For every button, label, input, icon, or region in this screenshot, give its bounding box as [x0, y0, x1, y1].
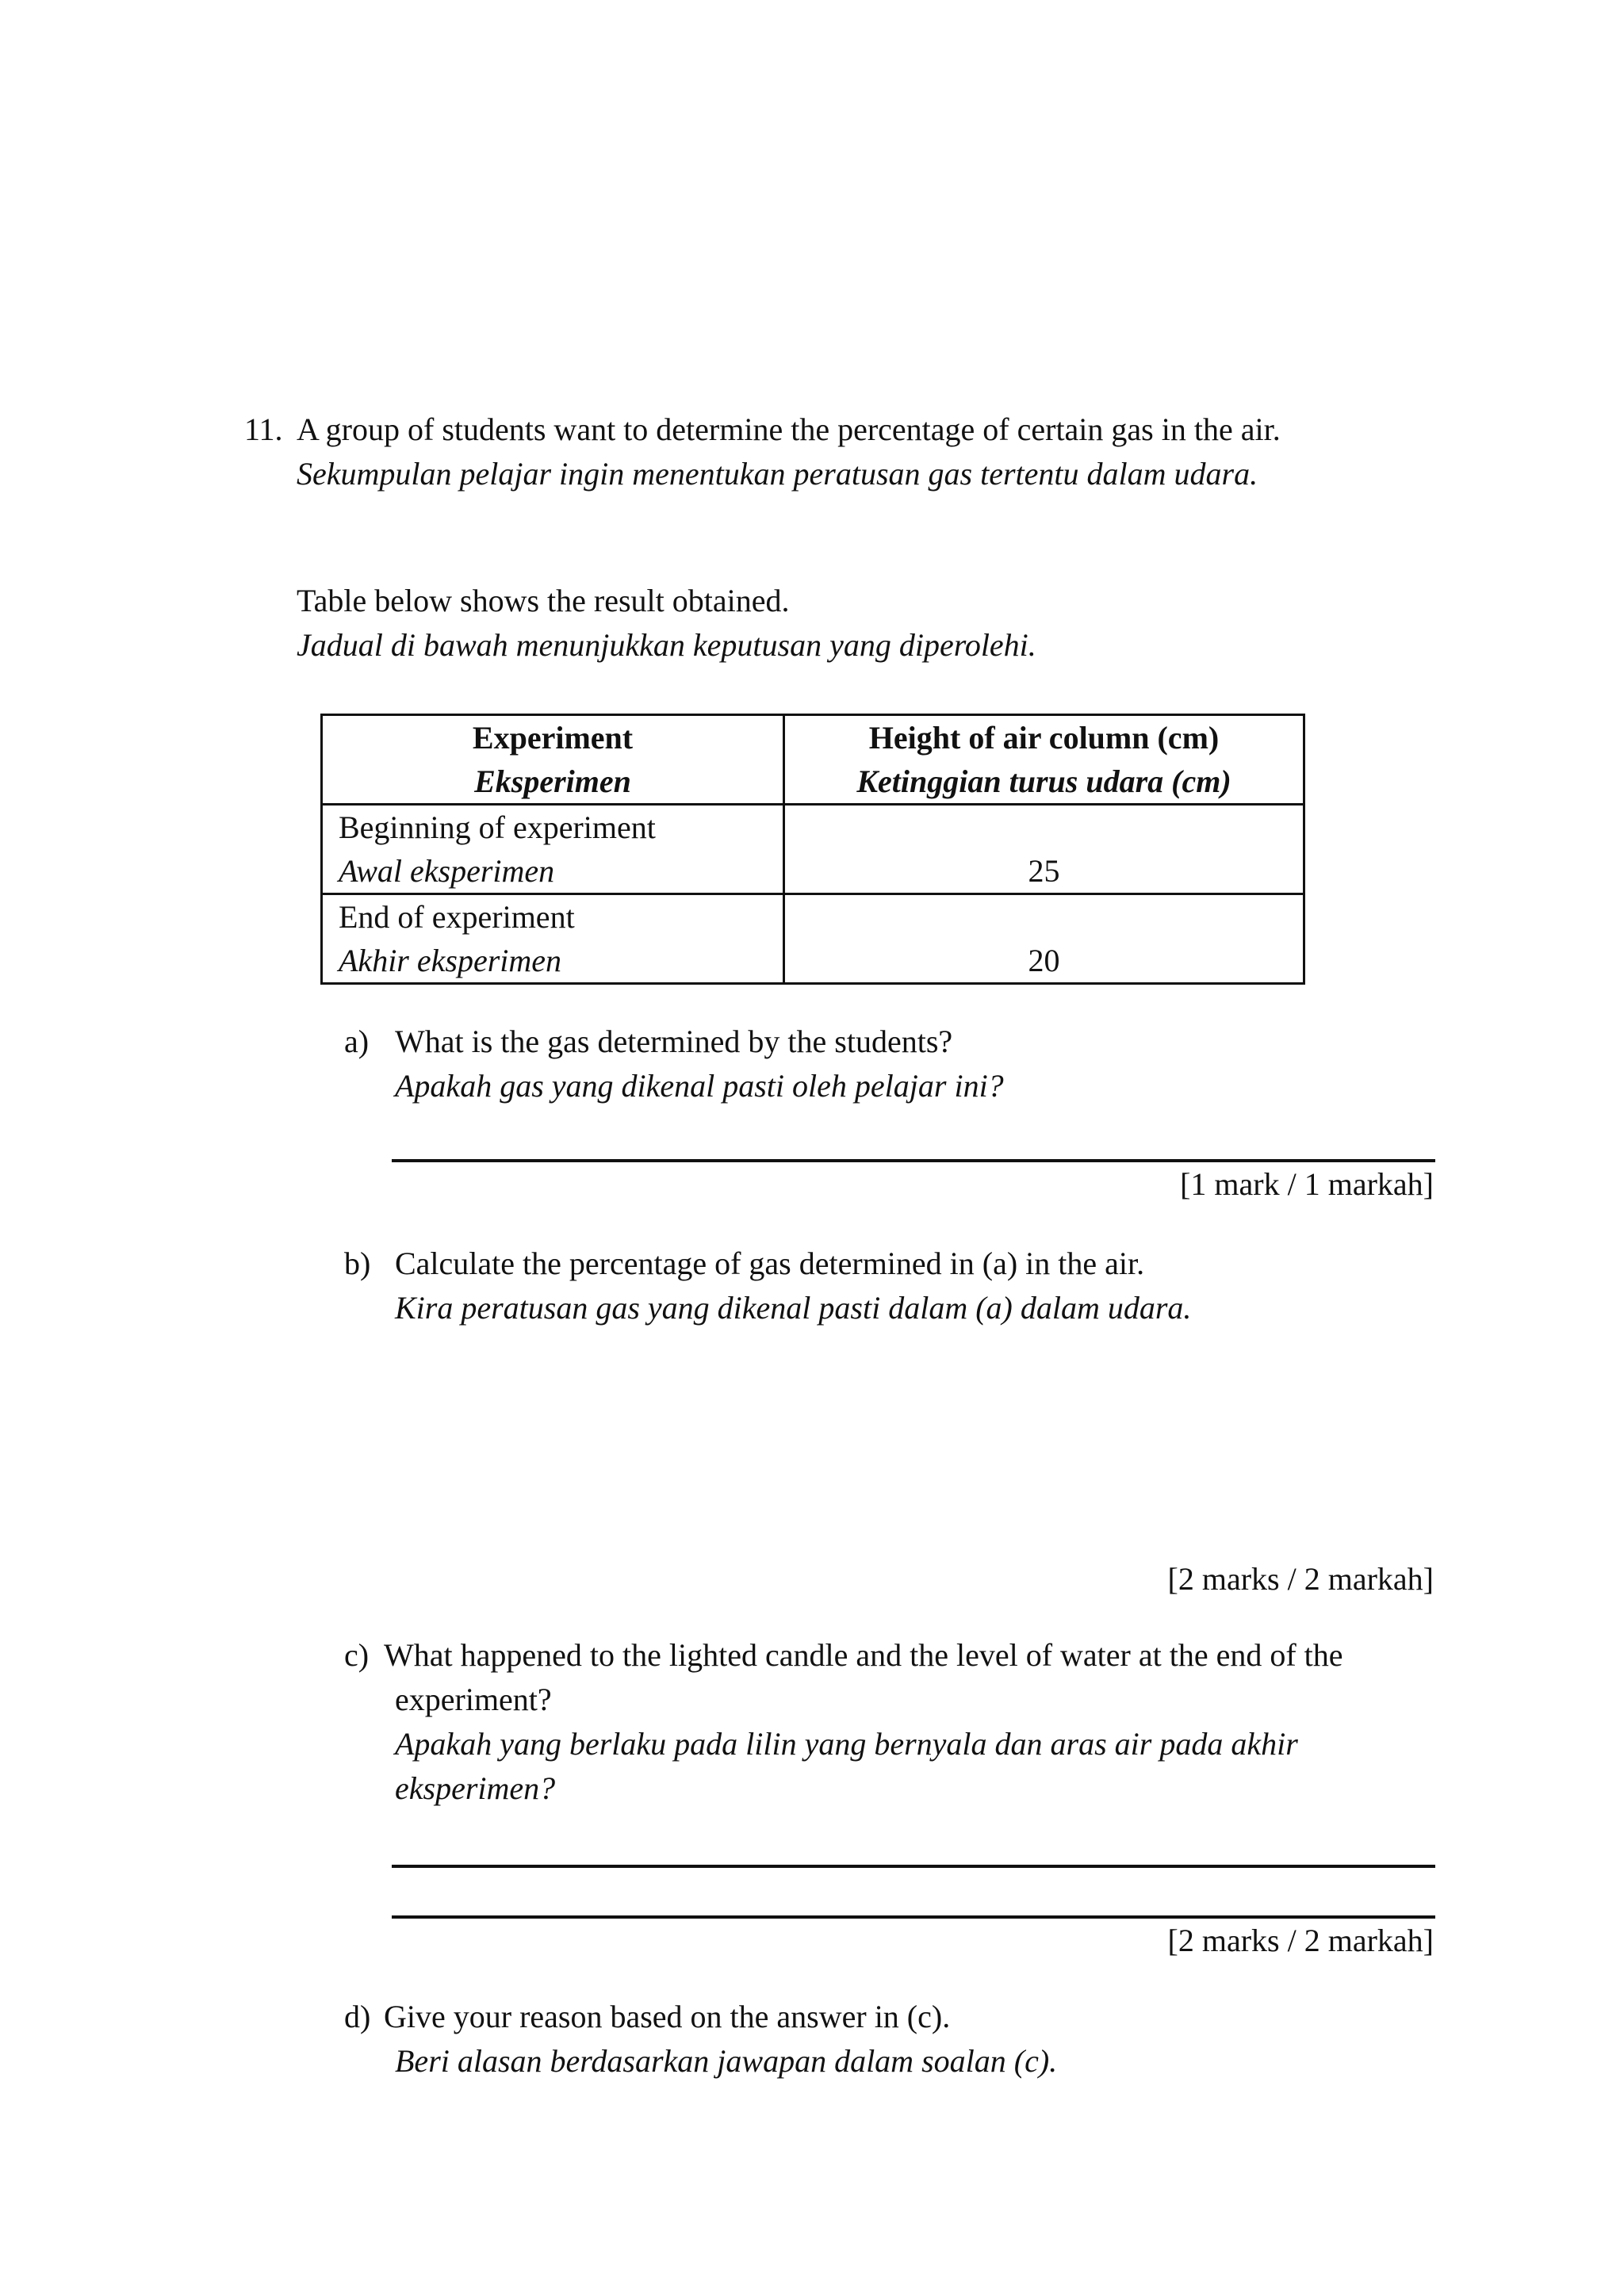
part-d-letter: d) [344, 1999, 371, 2034]
row-value-end: 20 [784, 894, 1304, 984]
part-a-text-en: What is the gas determined by the students? [395, 1024, 953, 1059]
question-number: 11. [244, 411, 283, 447]
row-label-en: End of experiment [339, 899, 575, 935]
table-intro-ms: Jadual di bawah menunjukkan keputusan yang diperolehi. [297, 627, 1036, 663]
part-c-letter: c) [344, 1637, 370, 1673]
question-text-ms: Sekumpulan pelajar ingin menentukan peratusan gas tertentu dalam udara. [297, 456, 1258, 492]
part-a-marks: [1 mark / 1 markah] [1180, 1166, 1434, 1202]
table-header-height [784, 715, 1304, 805]
question-text-en: A group of students want to determine the percentage of certain gas in the air. [297, 411, 1281, 447]
part-b-marks: [2 marks / 2 markah] [1167, 1561, 1434, 1597]
table-header-experiment [322, 715, 784, 805]
table-row [322, 894, 1304, 984]
header-experiment-ms: Eksperimen [474, 763, 631, 799]
part-a-text-ms: Apakah gas yang dikenal pasti oleh pelajar ini? [395, 1068, 1004, 1104]
row-label-en: Beginning of experiment [339, 809, 656, 845]
table-intro-en: Table below shows the result obtained. [297, 583, 790, 618]
part-d-text-ms: Beri alasan berdasarkan jawapan dalam soalan (c). [395, 2043, 1058, 2079]
row-label-beginning [322, 805, 784, 894]
row-value-beginning: 25 [784, 805, 1304, 894]
table-row [322, 805, 1304, 894]
part-b-text-en: Calculate the percentage of gas determined in (a) in the air. [395, 1246, 1145, 1281]
part-b-letter: b) [344, 1246, 371, 1281]
table-header-row [322, 715, 1304, 805]
part-c-answer-line-1[interactable] [392, 1865, 1435, 1868]
part-b-working-space[interactable] [392, 1348, 1435, 1546]
part-b-text-ms: Kira peratusan gas yang dikenal pasti dalam (a) dalam udara. [395, 1290, 1192, 1326]
row-label-ms: Awal eksperimen [339, 853, 555, 889]
part-c-text-ms-line1: Apakah yang berlaku pada lilin yang bernyala dan aras air pada akhir [395, 1726, 1298, 1762]
header-height-ms: Ketinggian turus udara (cm) [856, 763, 1231, 799]
part-c-text-en-line1: What happened to the lighted candle and the level of water at the end of the [384, 1637, 1343, 1673]
part-a-letter: a) [344, 1024, 370, 1059]
part-d-text-en: Give your reason based on the answer in (c). [384, 1999, 951, 2034]
row-label-ms: Akhir eksperimen [339, 943, 562, 978]
part-c-marks: [2 marks / 2 markah] [1167, 1923, 1434, 1958]
results-table [320, 714, 1305, 985]
part-c-text-ms-line2: eksperimen? [395, 1770, 556, 1806]
header-height-en: Height of air column (cm) [868, 720, 1220, 756]
row-label-end [322, 894, 784, 984]
part-c-text-en-line2: experiment? [395, 1682, 552, 1717]
header-experiment-en: Experiment [472, 720, 634, 756]
